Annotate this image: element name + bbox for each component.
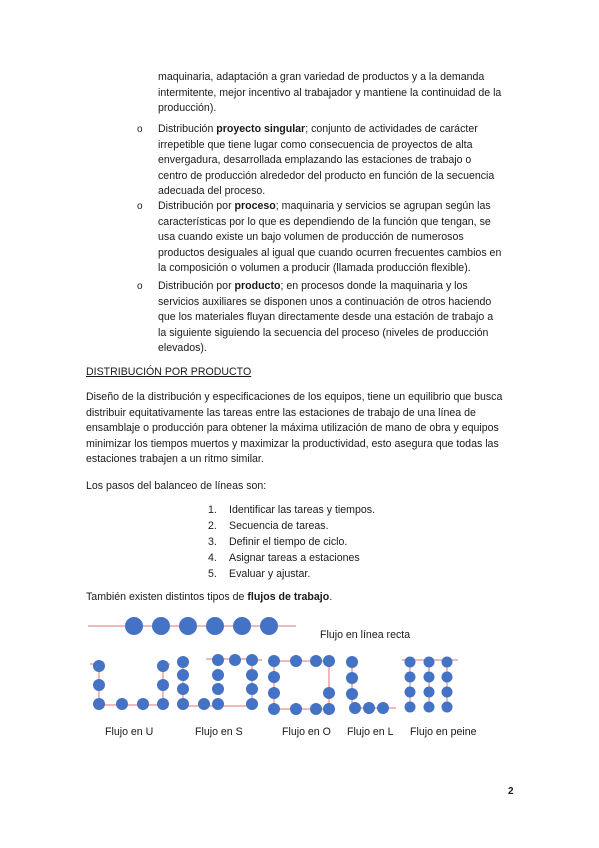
station-dot xyxy=(310,655,322,667)
station-dot xyxy=(212,654,224,666)
station-dot xyxy=(377,702,389,714)
bullet-mark: o xyxy=(137,201,143,212)
page-number: 2 xyxy=(508,786,514,797)
bullet-bold: producto xyxy=(234,280,281,292)
bullet-pre: Distribución por xyxy=(158,200,235,212)
station-dot xyxy=(346,656,358,668)
flow-label-s: Flujo en S xyxy=(195,726,243,738)
station-dot xyxy=(442,687,453,698)
flow-u-diagram xyxy=(90,660,170,710)
continuation-text: maquinaria, adaptación a gran variedad de productos y a la demanda intermitente, mejor incentivo al trabajador y mantiene la continuidad de la producción). xyxy=(158,71,502,115)
flow-label-line: Flujo en línea recta xyxy=(320,629,411,641)
bullet-pre: Distribución xyxy=(158,123,217,135)
step-number: 3. xyxy=(208,536,217,548)
station-dot xyxy=(246,698,258,710)
station-dot xyxy=(424,687,435,698)
paragraph-distribucion: Diseño de la distribución y especificaciones de los equipos, tiene un equilibrio que busca distribuir equitativamente las tareas entre las estaciones de trabajo de una línea de ensamblaje o producción para obtener la máxima utilización de mano de obra y equipos minimizar los tiempos muertos y maximizar la productividad, esto asegura que todas las estaciones trabajen a un ritmo similar. xyxy=(86,391,503,466)
bullet-post: ; maquinaria y servicios se agrupan según las características por lo que es dependiendo de la función que tengan, se usa cuando existe un bajo volumen de producción de numerosos productos desiguales al igual que cuando ocurren frecuentes cambios en la composición o volumen a producir (llamada producción flexible). xyxy=(158,200,502,275)
step-number: 2. xyxy=(208,520,217,532)
station-dot xyxy=(268,671,280,683)
station-dot xyxy=(229,654,241,666)
station-dot xyxy=(179,617,197,635)
station-dot xyxy=(268,687,280,699)
step-number: 4. xyxy=(208,552,217,564)
bullet-pre: Distribución por xyxy=(158,280,235,292)
station-dot xyxy=(405,657,416,668)
station-dot xyxy=(442,657,453,668)
station-dot xyxy=(93,660,105,672)
station-dot xyxy=(116,698,128,710)
station-dot xyxy=(137,698,149,710)
station-dot xyxy=(212,698,224,710)
step-text: Asignar tareas a estaciones xyxy=(229,552,360,564)
station-dot xyxy=(212,669,224,681)
station-dot xyxy=(268,655,280,667)
section-heading: DISTRIBUCIÓN POR PRODUCTO xyxy=(86,366,252,378)
station-dot xyxy=(405,672,416,683)
station-dot xyxy=(346,688,358,700)
station-dot xyxy=(177,683,189,695)
step-number: 5. xyxy=(208,568,217,580)
flows-intro-bold: flujos de trabajo xyxy=(247,591,330,603)
station-dot xyxy=(323,687,335,699)
station-dot xyxy=(198,698,210,710)
station-dot xyxy=(424,702,435,713)
bullet-post: ; conjunto de actividades de carácter irrepetible que tiene lugar como consecuencia de proyectos de alta envergadura, desarrollada emplazando las estaciones de trabajo o centro de producción alrededor del producto en función de la secuencia adecuada del proceso. xyxy=(158,123,495,198)
station-dot xyxy=(177,698,189,710)
station-dot xyxy=(93,679,105,691)
station-dot xyxy=(125,617,143,635)
flow-straight-line-diagram xyxy=(88,617,296,635)
station-dot xyxy=(405,702,416,713)
bullet-post: ; en procesos donde la maquinaria y los servicios auxiliares se disponen unos a continuación de otros haciendo que los materiales fluyan directamente desde una estación de trabajo a la siguiente siguiendo la secuencia del proceso (niveles de producción elevados). xyxy=(158,280,494,355)
station-dot xyxy=(290,655,302,667)
station-dot xyxy=(323,655,335,667)
station-dot xyxy=(212,683,224,695)
station-dot xyxy=(177,669,189,681)
flow-arrow-line xyxy=(352,661,396,708)
step-text: Evaluar y ajustar. xyxy=(229,568,311,580)
station-dot xyxy=(346,672,358,684)
station-dot xyxy=(290,703,302,715)
bullet-mark: o xyxy=(137,124,143,135)
station-dot xyxy=(442,672,453,683)
step-text: Identificar las tareas y tiempos. xyxy=(229,504,376,516)
bullet-bold: proceso xyxy=(234,200,276,212)
station-dot xyxy=(349,702,361,714)
flows-intro-post: . xyxy=(329,591,333,603)
station-dot xyxy=(405,687,416,698)
step-text: Secuencia de tareas. xyxy=(229,520,329,532)
flow-label-l: Flujo en L xyxy=(347,726,394,738)
paragraph-pasos: Los pasos del balanceo de líneas son: xyxy=(86,480,267,492)
station-dot xyxy=(157,660,169,672)
flow-label-comb: Flujo en peine xyxy=(410,726,477,738)
station-dot xyxy=(93,698,105,710)
station-dot xyxy=(233,617,251,635)
station-dot xyxy=(177,656,189,668)
bullet-mark: o xyxy=(137,281,143,292)
step-number: 1. xyxy=(208,504,217,516)
station-dot xyxy=(157,698,169,710)
station-dot xyxy=(424,672,435,683)
flow-s-diagram xyxy=(177,654,262,710)
station-dot xyxy=(363,702,375,714)
station-dot xyxy=(157,679,169,691)
station-dot xyxy=(260,617,278,635)
flow-o-diagram xyxy=(268,655,335,715)
flows-intro-pre: También existen distintos tipos de xyxy=(86,591,248,603)
flow-comb-diagram xyxy=(402,657,458,713)
flow-arrow-line xyxy=(274,661,329,709)
station-dot xyxy=(246,654,258,666)
station-dot xyxy=(246,669,258,681)
station-dot xyxy=(310,703,322,715)
flow-l-diagram xyxy=(346,656,396,714)
bullet-bold: proyecto singular xyxy=(216,123,306,135)
step-text: Definir el tiempo de ciclo. xyxy=(229,536,348,548)
flow-label-o: Flujo en O xyxy=(282,726,331,738)
station-dot xyxy=(424,657,435,668)
station-dot xyxy=(323,703,335,715)
station-dot xyxy=(268,703,280,715)
station-dot xyxy=(442,702,453,713)
station-dot xyxy=(152,617,170,635)
flow-label-u: Flujo en U xyxy=(105,726,154,738)
station-dot xyxy=(206,617,224,635)
station-dot xyxy=(246,683,258,695)
